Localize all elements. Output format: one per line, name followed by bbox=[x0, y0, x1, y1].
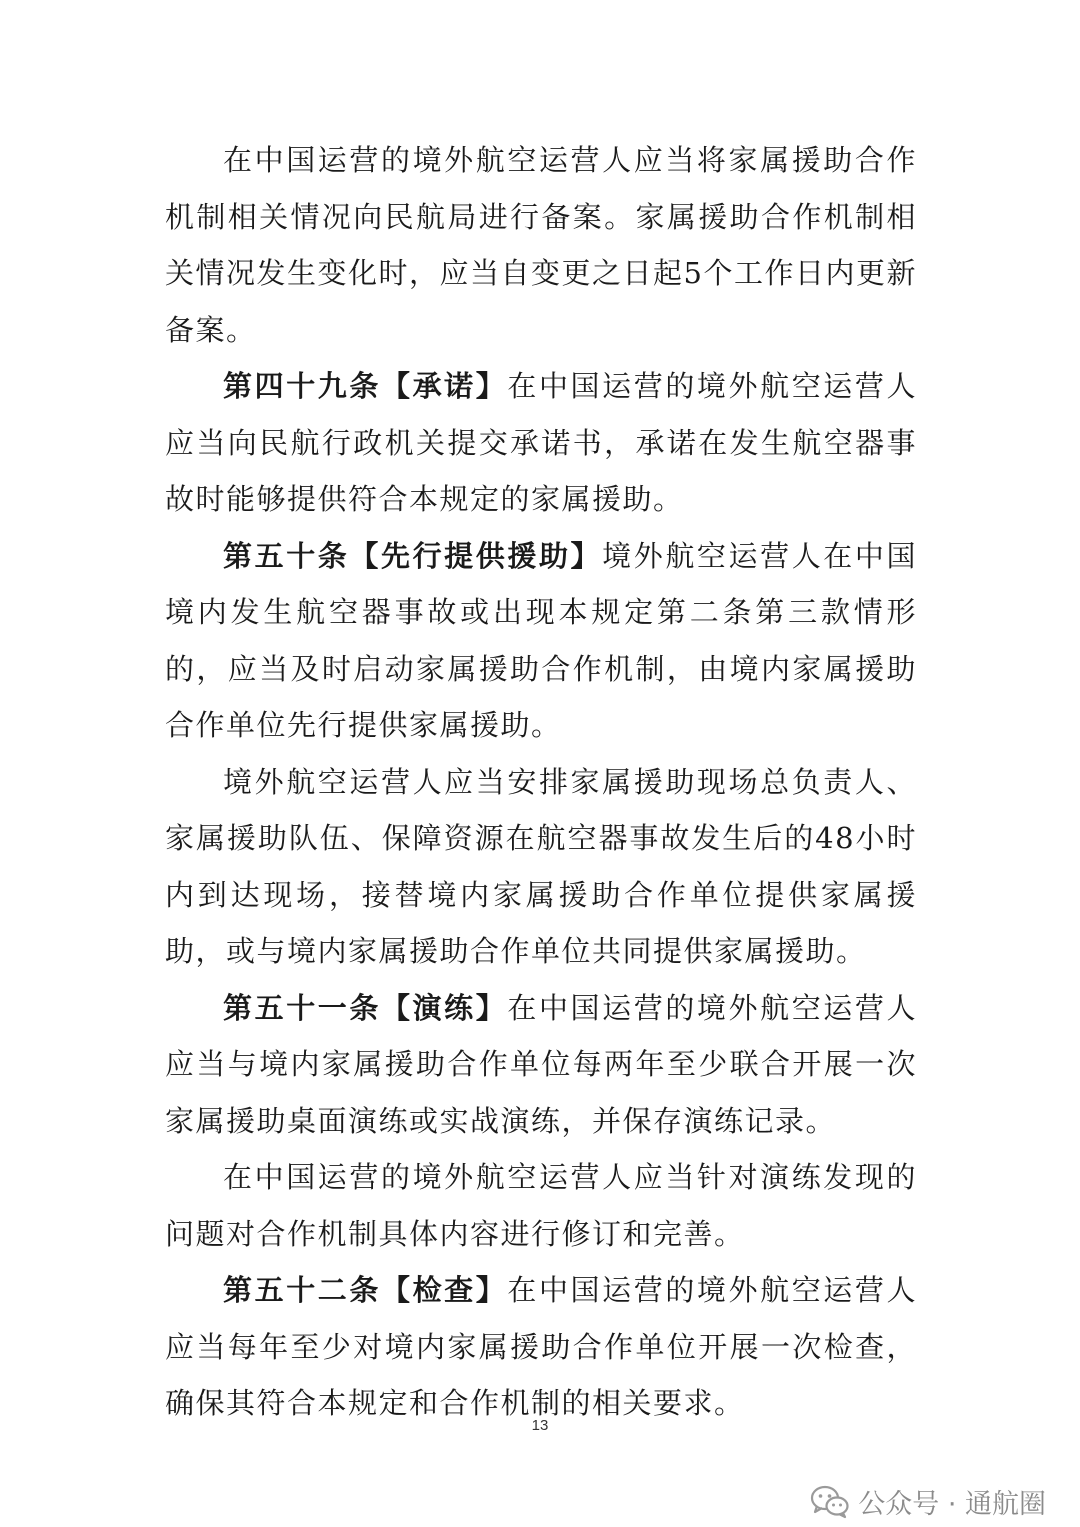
paragraph-text: 在中国运营的境外航空运营人应当将家属援助合作机制相关情况向民航局进行备案。家属援助合作机制相关情况发生变化时，应当自变更之日起5个工作日内更新备案。 bbox=[165, 143, 917, 347]
article-51 bbox=[165, 980, 917, 1150]
paragraph-text: 在中国运营的境外航空运营人应当向民航行政机关提交承诺书，承诺在发生航空器事故时能够提供符合本规定的家属援助。 bbox=[165, 369, 917, 516]
article-49 bbox=[165, 358, 917, 528]
paragraph-text: 境外航空运营人应当安排家属援助现场总负责人、家属援助队伍、保障资源在航空器事故发生后的48小时内到达现场，接替境内家属援助合作单位提供家属援助，或与境内家属援助合作单位共同提供家属援助。 bbox=[165, 764, 917, 968]
paragraph-text: 境外航空运营人在中国境内发生航空器事故或出现本规定第二条第三款情形的，应当及时启动家属援助合作机制，由境内家属援助合作单位先行提供家属援助。 bbox=[165, 538, 917, 742]
paragraph-text: 在中国运营的境外航空运营人应当每年至少对境内家属援助合作单位开展一次检查，确保其符合本规定和合作机制的相关要求。 bbox=[165, 1273, 917, 1420]
page-number: 13 bbox=[531, 1417, 549, 1434]
paragraph-text: 在中国运营的境外航空运营人应当与境内家属援助合作单位每两年至少联合开展一次家属援助桌面演练或实战演练，并保存演练记录。 bbox=[165, 990, 917, 1138]
paragraph-handover bbox=[165, 754, 917, 980]
article-title: 第五十条【先行提供援助】 bbox=[223, 538, 603, 573]
paragraph-revision bbox=[165, 1149, 917, 1262]
article-title: 第四十九条【承诺】 bbox=[223, 369, 508, 403]
paragraph-filing bbox=[165, 132, 917, 358]
article-50 bbox=[165, 528, 917, 754]
article-52 bbox=[165, 1262, 917, 1432]
document-body bbox=[165, 132, 917, 1432]
article-title: 第五十一条【演练】 bbox=[223, 990, 508, 1025]
watermark-text: 公众号 · 通航圈 bbox=[858, 1489, 1046, 1520]
article-title: 第五十二条【检查】 bbox=[223, 1273, 508, 1307]
watermark bbox=[810, 1482, 1046, 1521]
wechat-icon bbox=[810, 1485, 850, 1519]
paragraph-text: 在中国运营的境外航空运营人应当针对演练发现的问题对合作机制具体内容进行修订和完善。 bbox=[165, 1160, 917, 1251]
